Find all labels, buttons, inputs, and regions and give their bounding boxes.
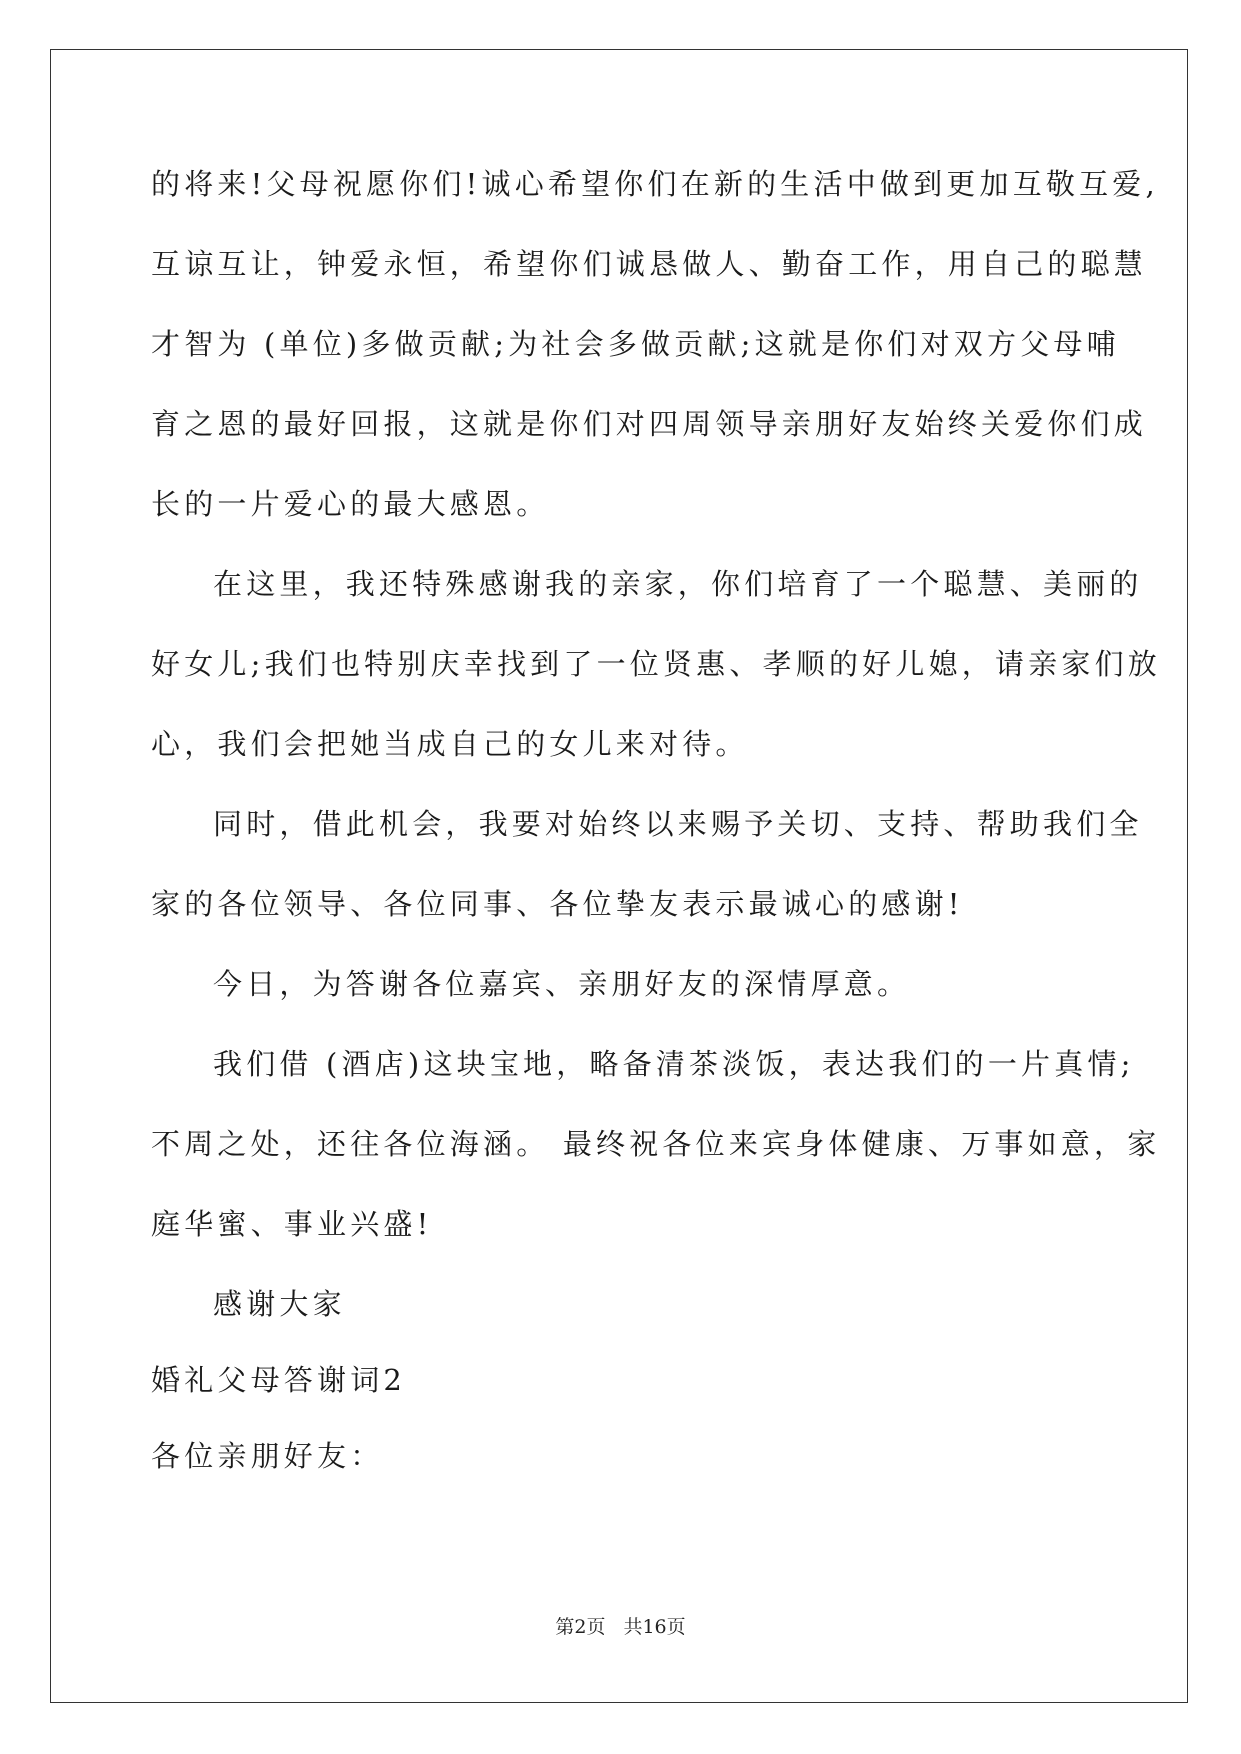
text-line: 不周之处，还往各位海涵。 最终祝各位来宾身体健康、万事如意，家	[151, 1127, 1161, 1161]
text-line: 家的各位领导、各位同事、各位挚友表示最诚心的感谢!	[151, 887, 964, 921]
paragraph-start: 在这里，我还特殊感谢我的亲家，你们培育了一个聪慧、美丽的	[213, 567, 1143, 601]
page-footer	[0, 1612, 1241, 1639]
page-number: 第2页	[555, 1616, 606, 1638]
salutation: 各位亲朋好友：	[151, 1439, 384, 1473]
text-line: 心，我们会把她当成自己的女儿来对待。	[151, 727, 749, 761]
paragraph-start: 我们借 (酒店)这块宝地，略备清茶淡饭，表达我们的一片真情;	[213, 1047, 1135, 1081]
page-total: 共16页	[623, 1616, 686, 1638]
text-line: 育之恩的最好回报，这就是你们对四周领导亲朋好友始终关爱你们成	[151, 407, 1148, 441]
text-line: 好女儿;我们也特别庆幸找到了一位贤惠、孝顺的好儿媳，请亲家们放	[151, 647, 1161, 681]
closing-line: 感谢大家	[213, 1287, 346, 1321]
paragraph-start: 今日，为答谢各位嘉宾、亲朋好友的深情厚意。	[213, 967, 911, 1001]
section-heading: 婚礼父母答谢词2	[151, 1363, 407, 1397]
text-line: 庭华蜜、事业兴盛!	[151, 1207, 433, 1241]
text-line: 互谅互让，钟爱永恒，希望你们诚恳做人、勤奋工作，用自己的聪慧	[151, 247, 1148, 281]
text-line: 才智为 (单位)多做贡献;为社会多做贡献;这就是你们对双方父母哺	[151, 327, 1120, 361]
paragraph-start: 同时，借此机会，我要对始终以来赐予关切、支持、帮助我们全	[213, 807, 1143, 841]
text-line: 的将来!父母祝愿你们!诚心希望你们在新的生活中做到更加互敬互爱,	[151, 167, 1159, 201]
text-line: 长的一片爱心的最大感恩。	[151, 487, 550, 521]
